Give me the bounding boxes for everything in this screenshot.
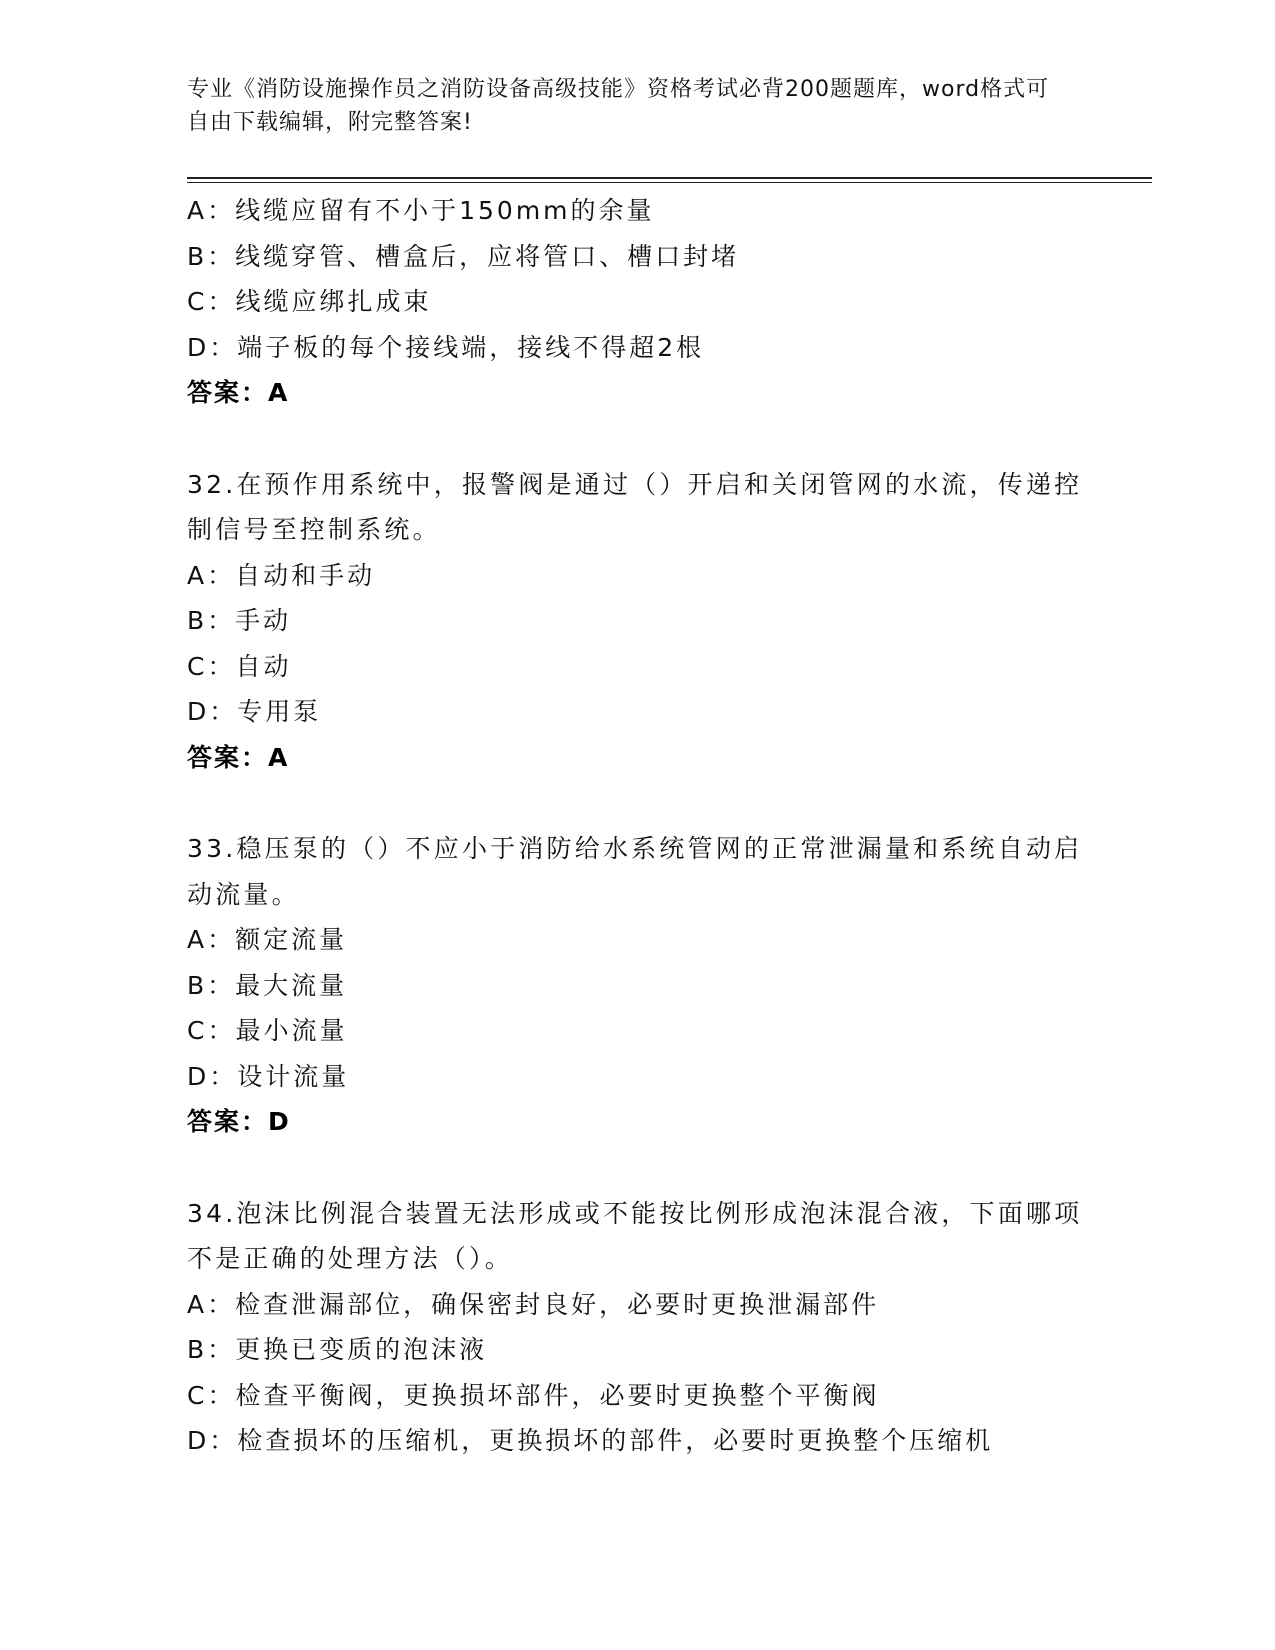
option-b: B：更换已变质的泡沫液	[187, 1335, 488, 1364]
document-header: 专业《消防设施操作员之消防设备高级技能》资格考试必背200题题库，word格式可自由下载编辑，附完整答案!	[187, 77, 1050, 135]
option-c: C：检查平衡阀，更换损坏部件，必要时更换整个平衡阀	[187, 1380, 880, 1410]
header-rule-thin	[187, 182, 1152, 183]
option-c: C：自动	[187, 651, 292, 681]
question-text: 34.泡沫比例混合装置无法形成或不能按比例形成泡沫混合液，下面哪项不是正确的处理方法（）。	[187, 1198, 1083, 1273]
option-a: A：线缆应留有不小于150mm的余量	[187, 196, 655, 225]
question-text: 32.在预作用系统中，报警阀是通过（）开启和关闭管网的水流，传递控制信号至控制系统。	[187, 469, 1083, 544]
option-d: D：检查损坏的压缩机，更换损坏的部件，必要时更换整个压缩机	[187, 1426, 994, 1455]
header-rule-thick	[187, 177, 1152, 179]
question-33	[187, 826, 1087, 1145]
spacer	[187, 1145, 1087, 1191]
option-c: C：最小流量	[187, 1016, 348, 1045]
option-d: D：端子板的每个接线端，接线不得超2根	[187, 332, 705, 362]
option-d: D：设计流量	[187, 1061, 350, 1091]
option-c: C：线缆应绑扎成束	[187, 287, 432, 316]
question-list	[187, 188, 1087, 1464]
option-d: D：专用泵	[187, 697, 322, 726]
answer-line: 答案：D	[187, 1107, 291, 1136]
option-a: A：自动和手动	[187, 560, 376, 590]
option-a: A：检查泄漏部位，确保密封良好，必要时更换泄漏部件	[187, 1289, 880, 1319]
answer-line: 答案：A	[187, 742, 290, 772]
question-31-continued	[187, 188, 1087, 416]
spacer	[187, 416, 1087, 462]
option-b: B：最大流量	[187, 970, 348, 1000]
spacer	[187, 780, 1087, 826]
option-b: B：线缆穿管、槽盒后，应将管口、槽口封堵	[187, 241, 740, 271]
question-text: 33.稳压泵的（）不应小于消防给水系统管网的正常泄漏量和系统自动启动流量。	[187, 834, 1083, 909]
option-a: A：额定流量	[187, 925, 348, 954]
option-b: B：手动	[187, 606, 292, 635]
question-34	[187, 1191, 1087, 1464]
answer-line: 答案：A	[187, 378, 290, 407]
question-32	[187, 462, 1087, 781]
